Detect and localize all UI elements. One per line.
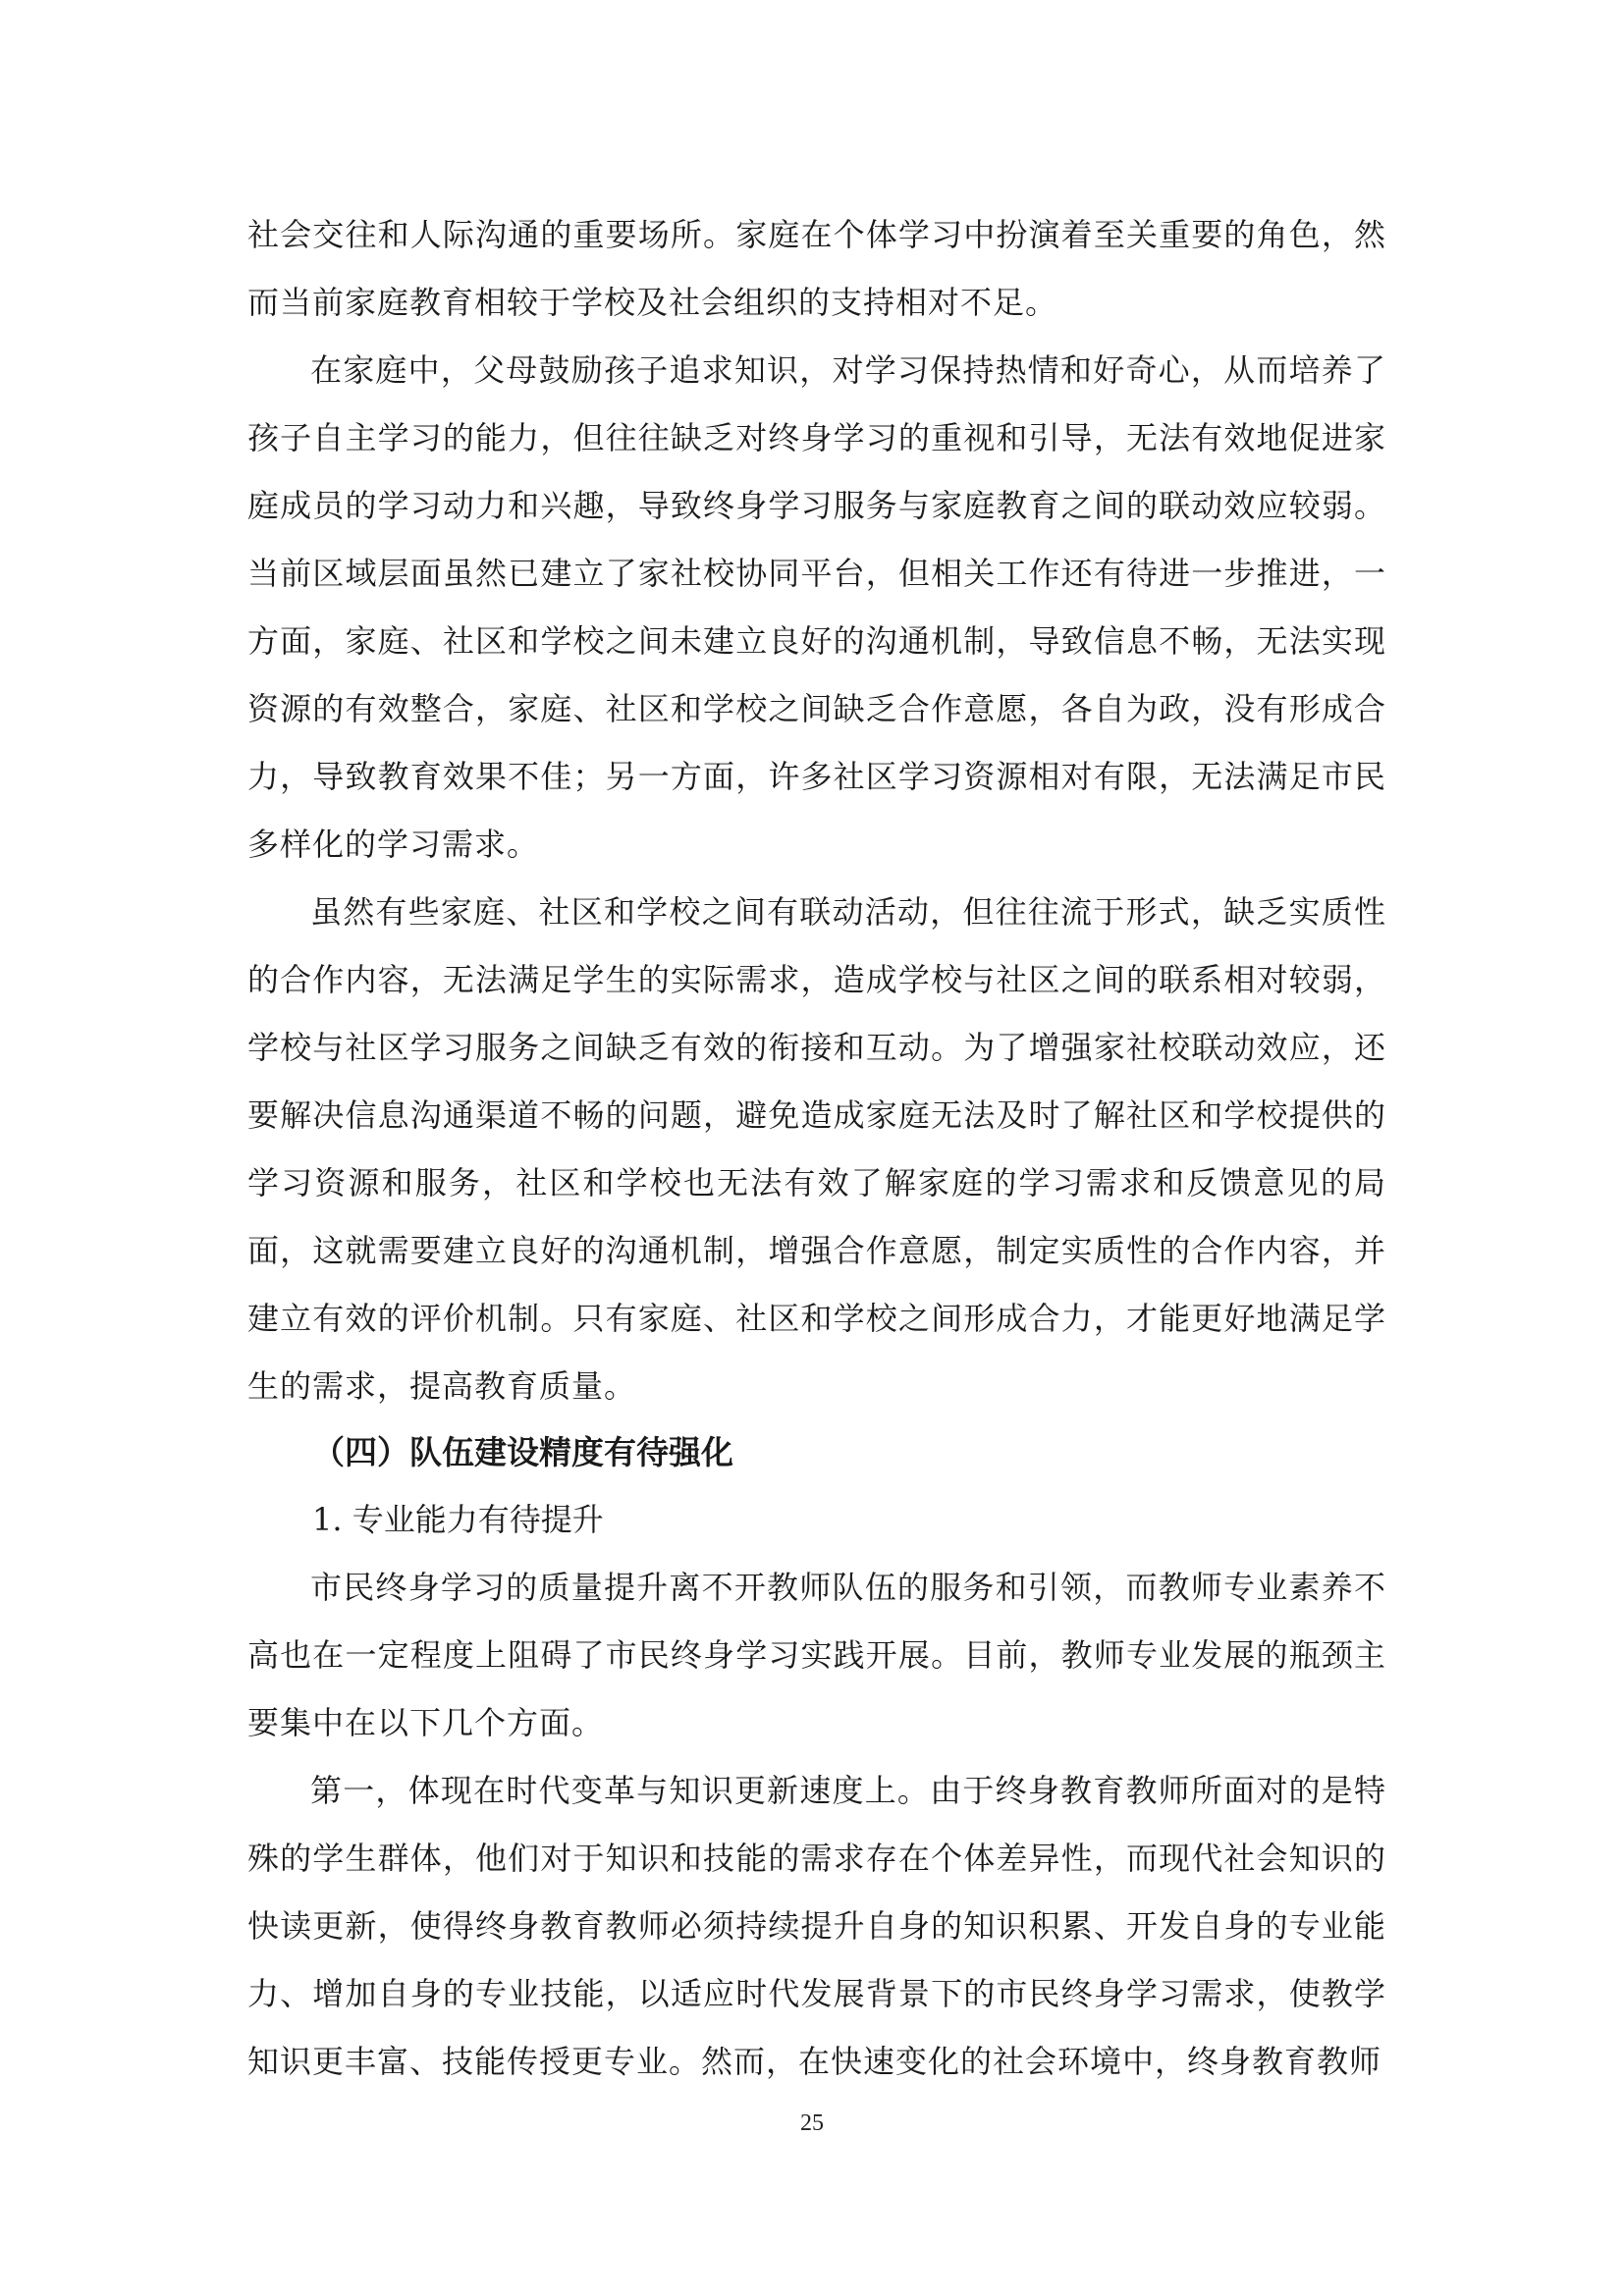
paragraph-continued: 社会交往和人际沟通的重要场所。家庭在个体学习中扮演着至关重要的角色，然而当前家庭教育相较于学校及社会组织的支持相对不足。 [247, 216, 1386, 321]
subsection-heading: 1. 专业能力有待提升 [312, 1501, 604, 1538]
paragraph-linkage-activities: 虽然有些家庭、社区和学校之间有联动活动，但往往流于形式，缺乏实质性的合作内容，无法满足学生的实际需求，造成学校与社区之间的联系相对较弱，学校与社区学习服务之间缺乏有效的衔接和互动。为了增强家社校联动效应，还要解决信息沟通渠道不畅的问题，避免造成家庭无法及时了解社区和学校提供的学习资源和服务，社区和学校也无法有效了解家庭的学习需求和反馈意见的局面，这就需要建立良好的沟通机制，增强合作意愿，制定实质性的合作内容，并建立有效的评价机制。只有家庭、社区和学校之间形成合力，才能更好地满足学生的需求，提高教育质量。 [247, 893, 1386, 1405]
paragraph-first-point: 第一，体现在时代变革与知识更新速度上。由于终身教育教师所面对的是特殊的学生群体，他们对于知识和技能的需求存在个体差异性，而现代社会知识的快读更新，使得终身教育教师必须持续提升自身的知识积累、开发自身的专业能力、增加自身的专业技能，以适应时代发展背景下的市民终身学习需求，使教学知识更丰富、技能传授更专业。然而，在快速变化的社会环境中，终身教育教师 [247, 1772, 1386, 2080]
page-number: 25 [800, 2110, 824, 2136]
paragraph-family-role: 在家庭中，父母鼓励孩子追求知识，对学习保持热情和好奇心，从而培养了孩子自主学习的能力，但往往缺乏对终身学习的重视和引导，无法有效地促进家庭成员的学习动力和兴趣，导致终身学习服务与家庭教育之间的联动效应较弱。当前区域层面虽然已建立了家社校协同平台，但相关工作还有待进一步推进，一方面，家庭、社区和学校之间未建立良好的沟通机制，导致信息不畅，无法实现资源的有效整合，家庭、社区和学校之间缺乏合作意愿，各自为政，没有形成合力，导致教育效果不佳；另一方面，许多社区学习资源相对有限，无法满足市民多样化的学习需求。 [247, 351, 1386, 863]
paragraph-teacher-quality: 市民终身学习的质量提升离不开教师队伍的服务和引领，而教师专业素养不高也在一定程度上阻碍了市民终身学习实践开展。目前，教师专业发展的瓶颈主要集中在以下几个方面。 [247, 1569, 1386, 1741]
section-heading: （四）队伍建设精度有待强化 [312, 1433, 733, 1471]
